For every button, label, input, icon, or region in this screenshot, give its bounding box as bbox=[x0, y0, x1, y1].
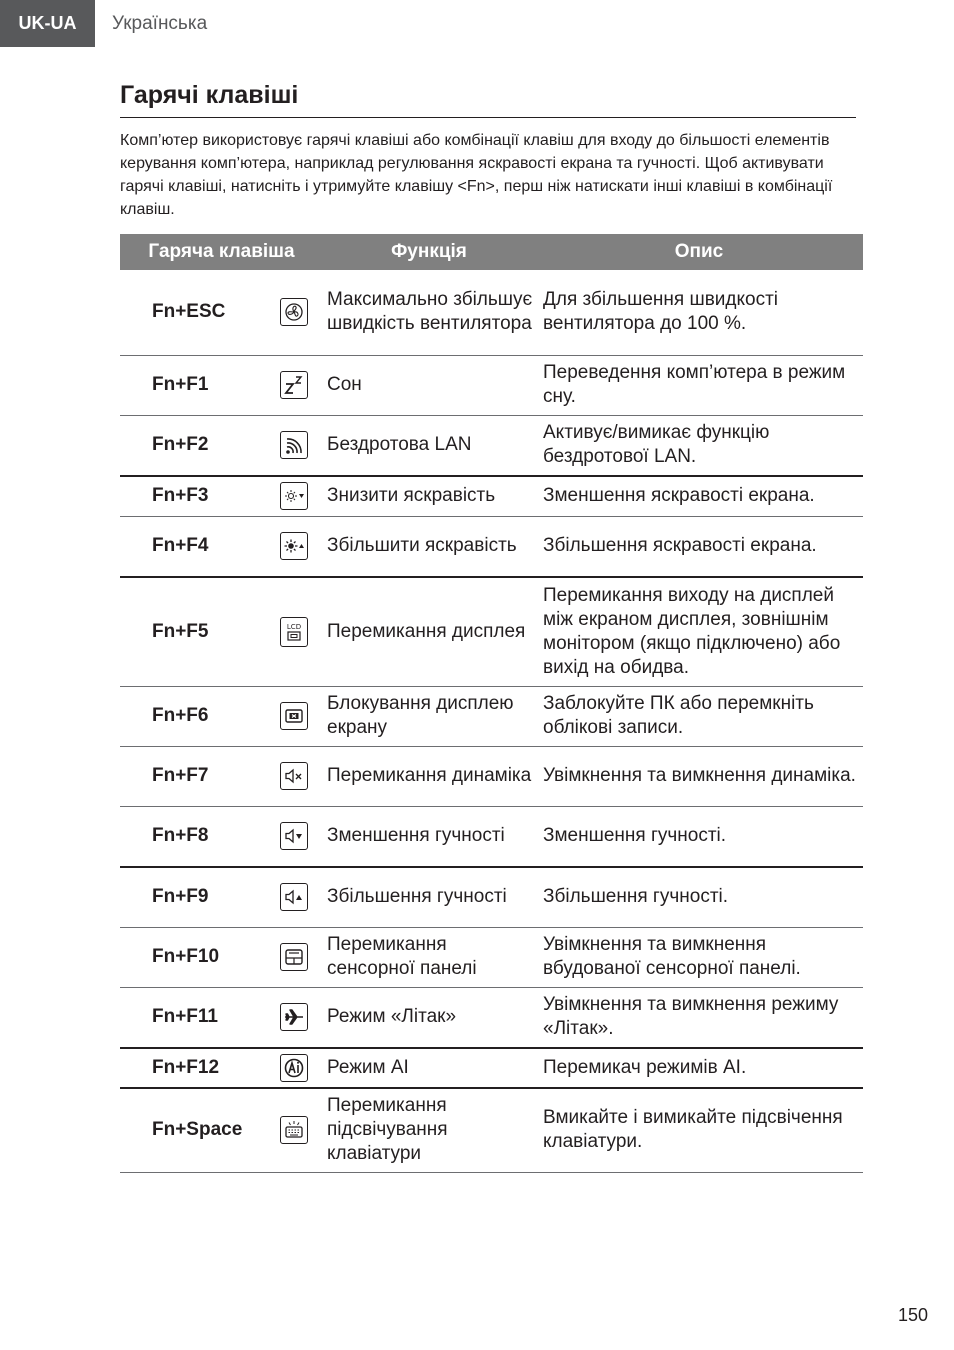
table-row bbox=[120, 355, 863, 415]
description-cell: Заблокуйте ПК або перемкніть облікові записи. bbox=[535, 686, 863, 746]
hotkey-cell: Fn+F1 bbox=[120, 355, 265, 415]
description-cell: Активує/вимикає функцію бездротової LAN. bbox=[535, 415, 863, 476]
brightness-down-icon bbox=[280, 482, 308, 510]
function-cell: Перемикання дисплея bbox=[323, 577, 535, 686]
page-number: 150 bbox=[897, 1305, 928, 1325]
function-cell: Режим «Літак» bbox=[323, 987, 535, 1048]
hotkeys-table bbox=[120, 234, 863, 1173]
lock-screen-icon bbox=[280, 702, 308, 730]
header-description: Опис bbox=[535, 234, 863, 270]
hotkey-cell: Fn+F7 bbox=[120, 746, 265, 806]
display-switch-icon bbox=[280, 617, 308, 647]
function-cell: Перемикання динаміка bbox=[323, 746, 535, 806]
page-title: Гарячі клавіші bbox=[120, 81, 299, 109]
table-row bbox=[120, 987, 863, 1048]
hotkey-cell: Fn+F4 bbox=[120, 516, 265, 577]
volume-up-icon bbox=[280, 883, 308, 911]
table-row bbox=[120, 806, 863, 867]
table-row bbox=[120, 686, 863, 746]
description-cell: Для збільшення швидкості вентилятора до 100 %. bbox=[535, 270, 863, 355]
table-row bbox=[120, 476, 863, 516]
description-cell: Збільшення гучності. bbox=[535, 867, 863, 927]
description-cell: Перемикання виходу на дисплей між екраном дисплея, зовнішнім монітором (якщо підключено) або вихід на обидва. bbox=[535, 577, 863, 686]
table-row bbox=[120, 516, 863, 577]
table-header-row bbox=[120, 234, 863, 270]
hotkey-cell: Fn+Space bbox=[120, 1088, 265, 1172]
hotkey-cell: Fn+F10 bbox=[120, 927, 265, 987]
fan-icon bbox=[280, 298, 308, 326]
function-cell: Бездротова LAN bbox=[323, 415, 535, 476]
touchpad-icon bbox=[280, 943, 308, 971]
table-row bbox=[120, 1048, 863, 1088]
description-cell: Збільшення яскравості екрана. bbox=[535, 516, 863, 577]
description-cell: Вмикайте і вимикайте підсвічення клавіатури. bbox=[535, 1088, 863, 1172]
hotkey-cell: Fn+ESC bbox=[120, 270, 265, 355]
table-row bbox=[120, 746, 863, 806]
table-row bbox=[120, 270, 863, 355]
hotkey-cell: Fn+F12 bbox=[120, 1048, 265, 1088]
function-cell: Збільшення гучності bbox=[323, 867, 535, 927]
wireless-icon bbox=[280, 431, 308, 459]
table-row bbox=[120, 577, 863, 686]
function-cell: Блокування дисплею екрану bbox=[323, 686, 535, 746]
hotkey-cell: Fn+F5 bbox=[120, 577, 265, 686]
hotkey-cell: Fn+F11 bbox=[120, 987, 265, 1048]
function-cell: Режим AI bbox=[323, 1048, 535, 1088]
function-cell: Перемикання сенсорної панелі bbox=[323, 927, 535, 987]
function-cell: Знизити яскравість bbox=[323, 476, 535, 516]
intro-paragraph: Комп’ютер використовує гарячі клавіші або комбінації клавіш для входу до більшості елементів керування комп’ютера, наприклад регулювання яскравості екрана та гучності. Щоб активувати гарячі клавіші, натисніть і утримуйте клавішу <Fn>, перш ніж натискати інші клавіші в комбінації клавіш. bbox=[120, 132, 833, 218]
hotkey-cell: Fn+F3 bbox=[120, 476, 265, 516]
header-hotkey: Гаряча клавіша bbox=[120, 234, 323, 270]
description-cell: Зменшення яскравості екрана. bbox=[535, 476, 863, 516]
function-cell: Зменшення гучності bbox=[323, 806, 535, 867]
header-function: Функція bbox=[323, 234, 535, 270]
description-cell: Увімкнення та вимкнення режиму «Літак». bbox=[535, 987, 863, 1048]
keyboard-backlight-icon bbox=[280, 1116, 308, 1144]
function-cell: Збільшити яскравість bbox=[323, 516, 535, 577]
hotkey-cell: Fn+F9 bbox=[120, 867, 265, 927]
volume-down-icon bbox=[280, 822, 308, 850]
hotkey-cell: Fn+F2 bbox=[120, 415, 265, 476]
language-code-tab: UK-UA bbox=[0, 0, 95, 47]
table-row bbox=[120, 415, 863, 476]
description-cell: Увімкнення та вимкнення динаміка. bbox=[535, 746, 863, 806]
ai-mode-icon bbox=[280, 1054, 308, 1082]
lcd-label: LCD bbox=[286, 622, 302, 631]
sleep-icon bbox=[280, 371, 308, 399]
language-name: Українська bbox=[112, 13, 208, 34]
table-row bbox=[120, 1088, 863, 1172]
description-cell: Переведення комп’ютера в режим сну. bbox=[535, 355, 863, 415]
function-cell: Максимально збільшує швидкість вентилятора bbox=[323, 270, 535, 355]
function-cell: Сон bbox=[323, 355, 535, 415]
speaker-mute-icon bbox=[280, 762, 308, 790]
description-cell: Увімкнення та вимкнення вбудованої сенсорної панелі. bbox=[535, 927, 863, 987]
table-row bbox=[120, 867, 863, 927]
description-cell: Зменшення гучності. bbox=[535, 806, 863, 867]
hotkey-cell: Fn+F8 bbox=[120, 806, 265, 867]
brightness-up-icon bbox=[280, 532, 308, 560]
hotkey-cell: Fn+F6 bbox=[120, 686, 265, 746]
description-cell: Перемикач режимів AI. bbox=[535, 1048, 863, 1088]
title-divider bbox=[120, 117, 856, 118]
table-row bbox=[120, 927, 863, 987]
function-cell: Перемикання підсвічування клавіатури bbox=[323, 1088, 535, 1172]
airplane-icon bbox=[280, 1003, 308, 1031]
